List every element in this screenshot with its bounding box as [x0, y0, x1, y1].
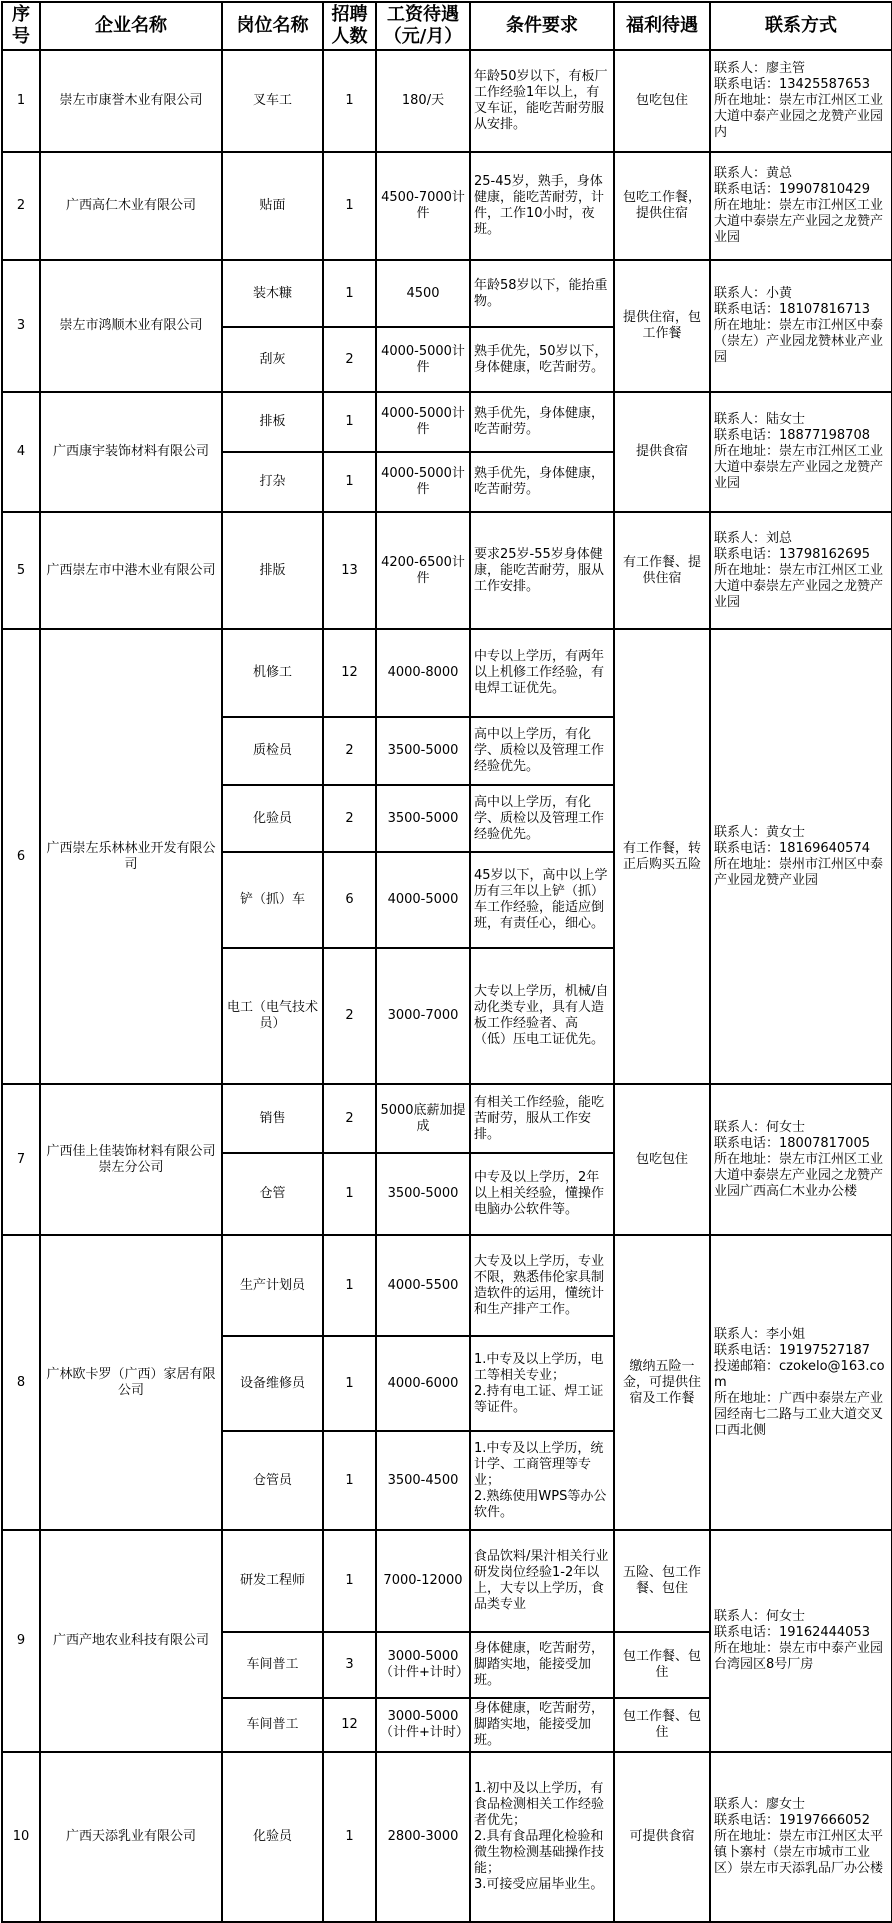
company-name: 广西高仁木业有限公司: [40, 152, 222, 260]
position-count: 13: [323, 512, 376, 629]
position-requirements: 熟手优先，50岁以下，身体健康，吃苦耐劳。: [470, 327, 614, 392]
position-count: 2: [323, 1084, 376, 1153]
position-requirements: 高中以上学历，有化学、质检以及管理工作经验优先。: [470, 717, 614, 785]
position-salary: 3500-4500: [376, 1431, 470, 1530]
position-count: 1: [323, 152, 376, 260]
position-salary: 3500-5000: [376, 717, 470, 785]
position-requirements: 1.中专及以上学历，统计学、工商管理等专业； 2.熟练使用WPS等办公软件。: [470, 1431, 614, 1530]
company-name: 广西崇左乐林林业开发有限公司: [40, 629, 222, 1084]
position-count: 1: [323, 1530, 376, 1632]
header-benefits: 福利待遇: [614, 2, 710, 50]
position-count: 1: [323, 50, 376, 152]
company-contact: 联系人：何女士 联系电话：19162444053 所在地址：崇左市中泰产业园台湾园区8号厂房: [710, 1530, 892, 1752]
company-benefits: 包吃包住: [614, 1084, 710, 1235]
position-count: 1: [323, 1153, 376, 1235]
table-row: [2, 1235, 892, 1336]
company-contact: 联系人：黄女士 联系电话：18169640574 所在地址：崇州市江州区中泰产业园龙赞产业园: [710, 629, 892, 1084]
position-salary: 4000-5000计件: [376, 392, 470, 452]
position-title: 销售: [222, 1084, 323, 1153]
position-title: 排板: [222, 392, 323, 452]
position-count: 2: [323, 785, 376, 852]
position-title: 装木糠: [222, 260, 323, 327]
table-row: [2, 260, 892, 327]
table-row: [2, 1084, 892, 1153]
company-benefits: 包吃包住: [614, 50, 710, 152]
position-title: 生产计划员: [222, 1235, 323, 1336]
company-name: 广西康宇装饰材料有限公司: [40, 392, 222, 512]
position-requirements: 25-45岁，熟手，身体健康，能吃苦耐劳，计件，工作10小时，夜班。: [470, 152, 614, 260]
position-requirements: 45岁以下，高中以上学历有三年以上铲（抓）车工作经验，能适应倒班，有责任心，细心。: [470, 852, 614, 948]
position-title: 化验员: [222, 785, 323, 852]
position-salary: 3500-5000: [376, 1153, 470, 1235]
position-requirements: 大专以上学历，机械/自动化类专业，具有人造板工作经验者、高（低）压电工证优先。: [470, 948, 614, 1084]
header-position: 岗位名称: [222, 2, 323, 50]
position-count: 2: [323, 948, 376, 1084]
position-salary: 7000-12000: [376, 1530, 470, 1632]
company-no: 10: [2, 1752, 40, 1922]
table-row: [2, 629, 892, 717]
position-requirements: 熟手优先，身体健康，吃苦耐劳。: [470, 452, 614, 512]
table-row: [2, 152, 892, 260]
position-salary: 4200-6500计件: [376, 512, 470, 629]
position-requirements: 年龄58岁以下，能抬重物。: [470, 260, 614, 327]
position-count: 1: [323, 452, 376, 512]
position-title: 研发工程师: [222, 1530, 323, 1632]
company-name: 广西天添乳业有限公司: [40, 1752, 222, 1922]
header-contact: 联系方式: [710, 2, 892, 50]
company-name: 崇左市康誉木业有限公司: [40, 50, 222, 152]
position-salary: 4000-8000: [376, 629, 470, 717]
table-row: [2, 1530, 892, 1632]
company-benefits: 缴纳五险一金，可提供住宿及工作餐: [614, 1235, 710, 1530]
company-contact: 联系人：黄总 联系电话：19907810429 所在地址：崇左市江州区工业大道中泰崇左产业园之龙赞产业园: [710, 152, 892, 260]
position-count: 12: [323, 1698, 376, 1752]
company-no: 3: [2, 260, 40, 392]
company-name: 广西崇左市中港木业有限公司: [40, 512, 222, 629]
position-title: 仓管员: [222, 1431, 323, 1530]
table-row: [2, 392, 892, 452]
position-salary: 5000底薪加提成: [376, 1084, 470, 1153]
company-contact: 联系人：廖主管 联系电话：13425587653 所在地址：崇左市江州区工业大道中泰产业园之龙赞产业园内: [710, 50, 892, 152]
position-salary: 4000-6000: [376, 1336, 470, 1431]
position-count: 1: [323, 1431, 376, 1530]
position-title: 贴面: [222, 152, 323, 260]
position-salary: 3500-5000: [376, 785, 470, 852]
position-count: 1: [323, 1336, 376, 1431]
company-name: 广西佳上佳装饰材料有限公司崇左分公司: [40, 1084, 222, 1235]
position-salary: 4000-5000计件: [376, 452, 470, 512]
position-count: 2: [323, 327, 376, 392]
position-requirements: 身体健康，吃苦耐劳，脚踏实地，能接受加班。: [470, 1632, 614, 1698]
company-benefits: 提供住宿，包工作餐: [614, 260, 710, 392]
company-contact: 联系人：小黄 联系电话：18107816713 所在地址：崇左市江州区中泰（崇左）产业园龙赞林业产业园: [710, 260, 892, 392]
position-salary: 4500-7000计件: [376, 152, 470, 260]
position-salary: 4000-5500: [376, 1235, 470, 1336]
header-requirements: 条件要求: [470, 2, 614, 50]
recruitment-table: [1, 1, 892, 1923]
position-count: 1: [323, 392, 376, 452]
company-no: 9: [2, 1530, 40, 1752]
company-no: 7: [2, 1084, 40, 1235]
position-salary: 3000-5000（计件+计时）: [376, 1698, 470, 1752]
company-no: 8: [2, 1235, 40, 1530]
header-no: 序号: [2, 2, 40, 50]
position-benefits: 包工作餐、包住: [614, 1698, 710, 1752]
position-requirements: 身体健康，吃苦耐劳，脚踏实地，能接受加班。: [470, 1698, 614, 1752]
position-count: 6: [323, 852, 376, 948]
position-requirements: 食品饮料/果汁相关行业研发岗位经验1-2年以上，大专以上学历，食品类专业: [470, 1530, 614, 1632]
company-name: 崇左市鸿顺木业有限公司: [40, 260, 222, 392]
company-contact: 联系人：廖女士 联系电话：19197666052 所在地址：崇左市江州区太平镇卜寨村（崇左市城市工业区）崇左市天添乳品厂办公楼: [710, 1752, 892, 1922]
position-requirements: 1.初中及以上学历，有食品检测相关工作经验者优先； 2.具有食品理化检验和微生物检测基础操作技能； 3.可接受应届毕业生。: [470, 1752, 614, 1922]
position-title: 车间普工: [222, 1698, 323, 1752]
position-title: 车间普工: [222, 1632, 323, 1698]
company-benefits: 可提供食宿: [614, 1752, 710, 1922]
company-no: 6: [2, 629, 40, 1084]
position-requirements: 大专及以上学历，专业不限，熟悉伟伦家具制造软件的运用，懂统计和生产排产工作。: [470, 1235, 614, 1336]
company-no: 1: [2, 50, 40, 152]
company-contact: 联系人：刘总 联系电话：13798162695 所在地址：崇左市江州区工业大道中泰崇左产业园之龙赞产业园: [710, 512, 892, 629]
position-count: 1: [323, 1752, 376, 1922]
position-requirements: 高中以上学历，有化学、质检以及管理工作经验优先。: [470, 785, 614, 852]
header-count: 招聘人数: [323, 2, 376, 50]
position-salary: 4000-5000: [376, 852, 470, 948]
table-row: [2, 1752, 892, 1922]
position-requirements: 年龄50岁以下，有板厂工作经验1年以上，有叉车证，能吃苦耐劳服从安排。: [470, 50, 614, 152]
position-title: 机修工: [222, 629, 323, 717]
company-name: 广西产地农业科技有限公司: [40, 1530, 222, 1752]
position-title: 排版: [222, 512, 323, 629]
position-salary: 180/天: [376, 50, 470, 152]
position-title: 打杂: [222, 452, 323, 512]
position-salary: 3000-5000（计件+计时）: [376, 1632, 470, 1698]
position-title: 质检员: [222, 717, 323, 785]
company-benefits: 有工作餐、提供住宿: [614, 512, 710, 629]
position-title: 叉车工: [222, 50, 323, 152]
company-benefits: 有工作餐，转正后购买五险: [614, 629, 710, 1084]
company-no: 4: [2, 392, 40, 512]
position-salary: 4500: [376, 260, 470, 327]
position-title: 电工（电气技术员）: [222, 948, 323, 1084]
position-requirements: 有相关工作经验，能吃苦耐劳，服从工作安排。: [470, 1084, 614, 1153]
position-requirements: 要求25岁-55岁身体健康，能吃苦耐劳，服从工作安排。: [470, 512, 614, 629]
position-salary: 3000-7000: [376, 948, 470, 1084]
company-benefits: 包吃工作餐，提供住宿: [614, 152, 710, 260]
position-benefits: 五险、包工作餐、包住: [614, 1530, 710, 1632]
table-row: [2, 512, 892, 629]
position-count: 1: [323, 1235, 376, 1336]
position-salary: 4000-5000计件: [376, 327, 470, 392]
header-company: 企业名称: [40, 2, 222, 50]
position-title: 刮灰: [222, 327, 323, 392]
company-name: 广林欧卡罗（广西）家居有限公司: [40, 1235, 222, 1530]
company-no: 2: [2, 152, 40, 260]
position-requirements: 中专以上学历，有两年以上机修工作经验，有电焊工证优先。: [470, 629, 614, 717]
position-count: 2: [323, 717, 376, 785]
position-title: 仓管: [222, 1153, 323, 1235]
position-benefits: 包工作餐、包住: [614, 1632, 710, 1698]
position-title: 化验员: [222, 1752, 323, 1922]
position-requirements: 1.中专及以上学历，电工等相关专业； 2.持有电工证、焊工证等证件。: [470, 1336, 614, 1431]
header-row: [2, 2, 892, 50]
position-count: 12: [323, 629, 376, 717]
position-requirements: 熟手优先，身体健康，吃苦耐劳。: [470, 392, 614, 452]
company-contact: 联系人：何女士 联系电话：18007817005 所在地址：崇左市江州区工业大道中泰崇左产业园之龙赞产业园广西高仁木业办公楼: [710, 1084, 892, 1235]
header-salary: 工资待遇（元/月）: [376, 2, 470, 50]
position-title: 设备维修员: [222, 1336, 323, 1431]
position-title: 铲（抓）车: [222, 852, 323, 948]
company-benefits: 提供食宿: [614, 392, 710, 512]
position-salary: 2800-3000: [376, 1752, 470, 1922]
position-count: 3: [323, 1632, 376, 1698]
position-requirements: 中专及以上学历，2年以上相关经验，懂操作电脑办公软件等。: [470, 1153, 614, 1235]
company-contact: 联系人：李小姐 联系电话：19197527187 投递邮箱：czokelo@163.com 所在地址：广西中泰崇左产业园经南七二路与工业大道交叉口西北侧: [710, 1235, 892, 1530]
position-count: 1: [323, 260, 376, 327]
table-row: [2, 50, 892, 152]
company-contact: 联系人：陆女士 联系电话：18877198708 所在地址：崇左市江州区工业大道中泰崇左产业园之龙赞产业园: [710, 392, 892, 512]
company-no: 5: [2, 512, 40, 629]
